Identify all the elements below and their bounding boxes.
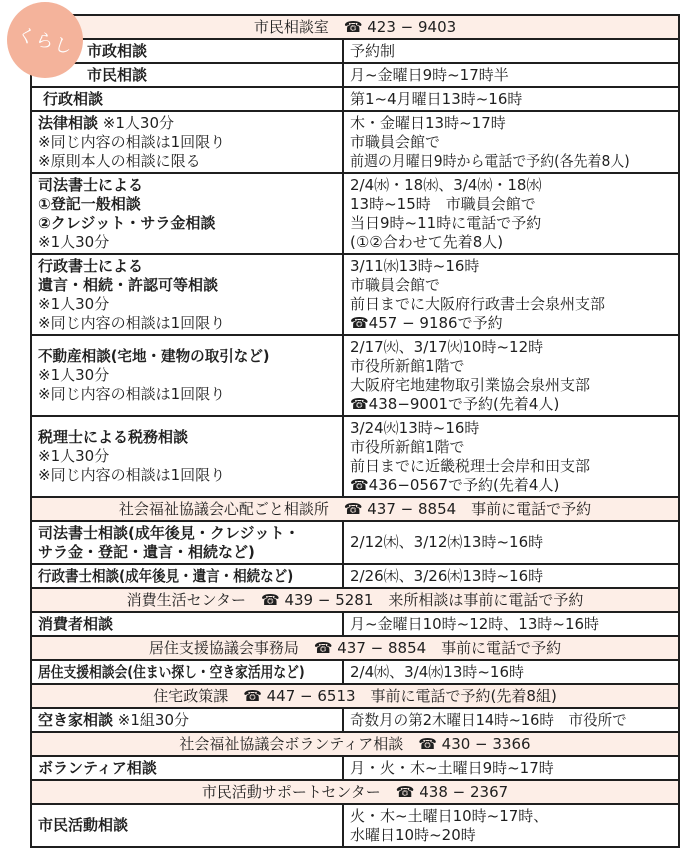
section-header-row (31, 732, 679, 756)
schedule-text: 13時~15時 市職員会館で (350, 194, 536, 213)
schedule-line (350, 759, 672, 778)
schedule-line (350, 567, 672, 586)
consultation-schedule-cell (343, 173, 679, 254)
schedule-text: 前日までに大阪府行政書士会泉州支部 (350, 294, 606, 313)
label-text-bold: 空き家相談 (38, 710, 114, 729)
schedule-text: 3/11㈬13時~16時 (350, 256, 480, 275)
label-text: ※同じ内容の相談は1回限り (38, 132, 226, 151)
schedule-text: (①②合わせて先着8人) (350, 232, 504, 251)
label-line (38, 114, 336, 133)
schedule-line (350, 395, 672, 414)
schedule-text: 3/24㈫13時~16時 (350, 418, 480, 437)
section-header: 社会福祉協議会ボランティア相談 ☎ 430 − 3366 (31, 732, 679, 756)
consultation-schedule-cell (343, 521, 679, 564)
consultation-schedule-cell (343, 564, 679, 588)
label-line (38, 152, 336, 171)
label-text-bold: 居住支援相談会(住まい探し・空き家活用など) (38, 662, 305, 681)
consultation-row (31, 804, 679, 847)
schedule-text: 2/4㈬・18㈬、3/4㈬・18㈬ (350, 175, 542, 194)
label-line (38, 711, 336, 730)
label-line (38, 347, 336, 366)
label-text: ※1人30分 (38, 447, 110, 465)
badge-label: くらし (14, 23, 75, 59)
section-header-row (31, 780, 679, 804)
schedule-line (350, 42, 672, 61)
label-line (38, 615, 336, 634)
consultation-row (31, 254, 679, 335)
schedule-line (350, 711, 672, 730)
label-text: ※1人30分 (98, 113, 174, 132)
label-line (38, 276, 336, 295)
consultation-schedule-cell (343, 756, 679, 780)
schedule-line (350, 90, 672, 109)
label-text: ※1人30分 (38, 232, 110, 251)
consultation-label-cell (31, 254, 343, 335)
schedule-line (350, 807, 672, 826)
schedule-line (350, 476, 672, 495)
label-text-bold: 法律相談 (38, 113, 99, 132)
label-text-bold: 市政相談 (87, 41, 148, 60)
consultation-label-cell (31, 111, 343, 173)
schedule-line (350, 457, 672, 476)
label-line (38, 466, 336, 485)
schedule-text: 2/26㈭、3/26㈭13時~16時 (350, 566, 544, 585)
label-text: ※同じ内容の相談は1回限り (38, 313, 226, 332)
consultation-schedule-cell (343, 63, 679, 87)
label-line (38, 759, 336, 778)
consultation-row (31, 564, 679, 588)
schedule-line (350, 295, 672, 314)
consultation-row (31, 111, 679, 173)
consultation-table-body (31, 15, 679, 847)
consultation-schedule-cell (343, 254, 679, 335)
schedule-text: 市役所新館1階で (350, 356, 465, 375)
consultation-label-cell (31, 804, 343, 847)
consultation-label-cell (31, 708, 343, 732)
schedule-text: 市職員会館で (350, 132, 441, 151)
section-header-row (31, 636, 679, 660)
schedule-text: 水曜日10時~20時 (350, 825, 476, 844)
consultation-row (31, 173, 679, 254)
label-text-bold: 行政書士による (38, 256, 144, 275)
schedule-text: 当日9時~11時に電話で予約 (350, 213, 542, 232)
consultation-label-cell (31, 756, 343, 780)
consultation-row (31, 335, 679, 416)
section-header: 居住支援協議会事務局 ☎ 437 − 8854 事前に電話で予約 (31, 636, 679, 660)
label-text-bold: 税理士による税務相談 (38, 428, 189, 446)
schedule-text: 月~金曜日9時~17時半 (350, 65, 509, 84)
consultation-label-cell (31, 564, 343, 588)
consultation-label-cell (31, 173, 343, 254)
consultation-row (31, 87, 679, 111)
label-line (38, 385, 336, 404)
schedule-line (350, 195, 672, 214)
label-text: ※1人30分 (38, 366, 110, 384)
schedule-text: 2/17㈫、3/17㈫10時~12時 (350, 337, 544, 356)
consultation-table (30, 14, 680, 848)
schedule-text: 2/4㈬、3/4㈬13時~16時 (350, 662, 525, 681)
label-text-bold: 遺言・相続・許認可等相談 (38, 275, 219, 294)
consultation-schedule-cell (343, 87, 679, 111)
label-line (43, 90, 336, 109)
consultation-row (31, 660, 679, 684)
label-line (38, 428, 336, 447)
label-line (38, 366, 336, 385)
schedule-text: 木・金曜日13時~17時 (350, 113, 506, 132)
label-text-bold: 市民相談 (87, 65, 148, 84)
label-line (38, 816, 336, 835)
schedule-text: 市職員会館で (350, 275, 441, 294)
consultation-schedule-cell (343, 612, 679, 636)
schedule-line (350, 176, 672, 195)
label-line (38, 214, 336, 233)
section-header-row (31, 588, 679, 612)
consultation-row (31, 756, 679, 780)
consultation-row (31, 708, 679, 732)
section-header: 市民活動サポートセンター ☎ 438 − 2367 (31, 780, 679, 804)
schedule-text: 前週の月曜日9時から電話で予約(各先着8人) (350, 151, 630, 170)
schedule-line (350, 338, 672, 357)
schedule-line (350, 257, 672, 276)
label-text-bold: 不動産相談(宅地・建物の取引など) (38, 347, 270, 365)
consultation-row (31, 63, 679, 87)
schedule-line (350, 314, 672, 333)
section-header-row (31, 497, 679, 521)
consultation-row (31, 521, 679, 564)
section-header: 消費生活センター ☎ 439 − 5281 来所相談は事前に電話で予約 (31, 588, 679, 612)
schedule-line (350, 276, 672, 295)
schedule-line (350, 438, 672, 457)
label-text: ※原則本人の相談に限る (38, 151, 201, 170)
schedule-text: ☎436−0567で予約(先着4人) (350, 475, 560, 494)
kurashi-category-badge (7, 2, 83, 78)
schedule-text: ☎457 − 9186で予約 (350, 313, 503, 332)
label-line (38, 567, 336, 586)
label-text-bold: ボランティア相談 (38, 758, 157, 777)
consultation-label-cell (31, 335, 343, 416)
label-text-bold: 行政書士相談(成年後見・遺言・相続など) (38, 566, 294, 585)
schedule-text: ☎438−9001で予約(先着4人) (350, 394, 560, 413)
schedule-text: 月・火・木~土曜日9時~17時 (350, 758, 554, 777)
schedule-line (350, 233, 672, 252)
label-line (38, 524, 336, 543)
schedule-line (350, 826, 672, 845)
label-text: ※同じ内容の相談は1回限り (38, 385, 226, 403)
consultation-schedule-cell (343, 804, 679, 847)
schedule-line (350, 376, 672, 395)
label-text-bold: ①登記一般相談 (38, 194, 141, 213)
schedule-text: 火・木~土曜日10時~17時、 (350, 806, 549, 825)
section-header: 社会福祉協議会心配ごと相談所 ☎ 437 − 8854 事前に電話で予約 (31, 497, 679, 521)
consultation-schedule-cell (343, 660, 679, 684)
section-header-row (31, 684, 679, 708)
label-line (87, 42, 336, 61)
label-line (38, 257, 336, 276)
schedule-text: 2/12㈭、3/12㈭13時~16時 (350, 533, 544, 551)
label-text-bold: 行政相談 (43, 89, 104, 108)
consultation-row (31, 39, 679, 63)
label-line (38, 314, 336, 333)
label-line (38, 133, 336, 152)
schedule-text: 月~金曜日10時~12時、13時~16時 (350, 614, 600, 633)
label-line (38, 543, 336, 562)
consultation-schedule-cell (343, 39, 679, 63)
schedule-line (350, 152, 672, 171)
schedule-line (350, 66, 672, 85)
label-text: ※同じ内容の相談は1回限り (38, 466, 226, 484)
label-text-bold: 消費者相談 (38, 614, 114, 633)
consultation-row (31, 416, 679, 497)
schedule-text: 奇数月の第2木曜日14時~16時 市役所で (350, 710, 627, 729)
section-header: 住宅政策課 ☎ 447 − 6513 事前に電話で予約(先着8組) (31, 684, 679, 708)
consultation-schedule-cell (343, 708, 679, 732)
label-text-bold: サラ金・登記・遺言・相続など) (38, 542, 255, 561)
schedule-line (350, 357, 672, 376)
label-line (38, 295, 336, 314)
consultation-label-cell (31, 416, 343, 497)
label-line (38, 663, 336, 682)
schedule-text: 市役所新館1階で (350, 437, 465, 456)
schedule-line (350, 114, 672, 133)
schedule-text: 前日までに近畿税理士会岸和田支部 (350, 456, 591, 475)
label-line (38, 195, 336, 214)
label-text-bold: 司法書士による (38, 175, 144, 194)
label-text: ※1組30分 (113, 710, 189, 729)
schedule-line (350, 615, 672, 634)
consultation-label-cell (31, 63, 343, 87)
label-text: ※1人30分 (38, 294, 110, 313)
schedule-text: 第1~4月曜日13時~16時 (350, 89, 523, 108)
consultation-schedule-cell (343, 335, 679, 416)
section-header-row (31, 15, 679, 39)
label-text-bold: 市民活動相談 (38, 816, 129, 834)
section-header: 市民相談室 ☎ 423 − 9403 (31, 15, 679, 39)
schedule-line (350, 133, 672, 152)
schedule-text: 予約制 (350, 41, 396, 60)
schedule-line (350, 663, 672, 682)
schedule-line (350, 533, 672, 552)
label-text-bold: 司法書士相談(成年後見・クレジット・ (38, 523, 300, 542)
schedule-text: 大阪府宅地建物取引業協会泉州支部 (350, 375, 591, 394)
label-text-bold: ②クレジット・サラ金相談 (38, 213, 216, 232)
label-line (87, 66, 336, 85)
consultation-label-cell (31, 660, 343, 684)
consultation-label-cell (31, 87, 343, 111)
consultation-schedule-cell (343, 416, 679, 497)
consultation-row (31, 612, 679, 636)
consultation-label-cell (31, 521, 343, 564)
consultation-schedule-cell (343, 111, 679, 173)
label-line (38, 176, 336, 195)
consultation-label-cell (31, 612, 343, 636)
label-line (38, 447, 336, 466)
label-line (38, 233, 336, 252)
schedule-line (350, 214, 672, 233)
schedule-line (350, 419, 672, 438)
